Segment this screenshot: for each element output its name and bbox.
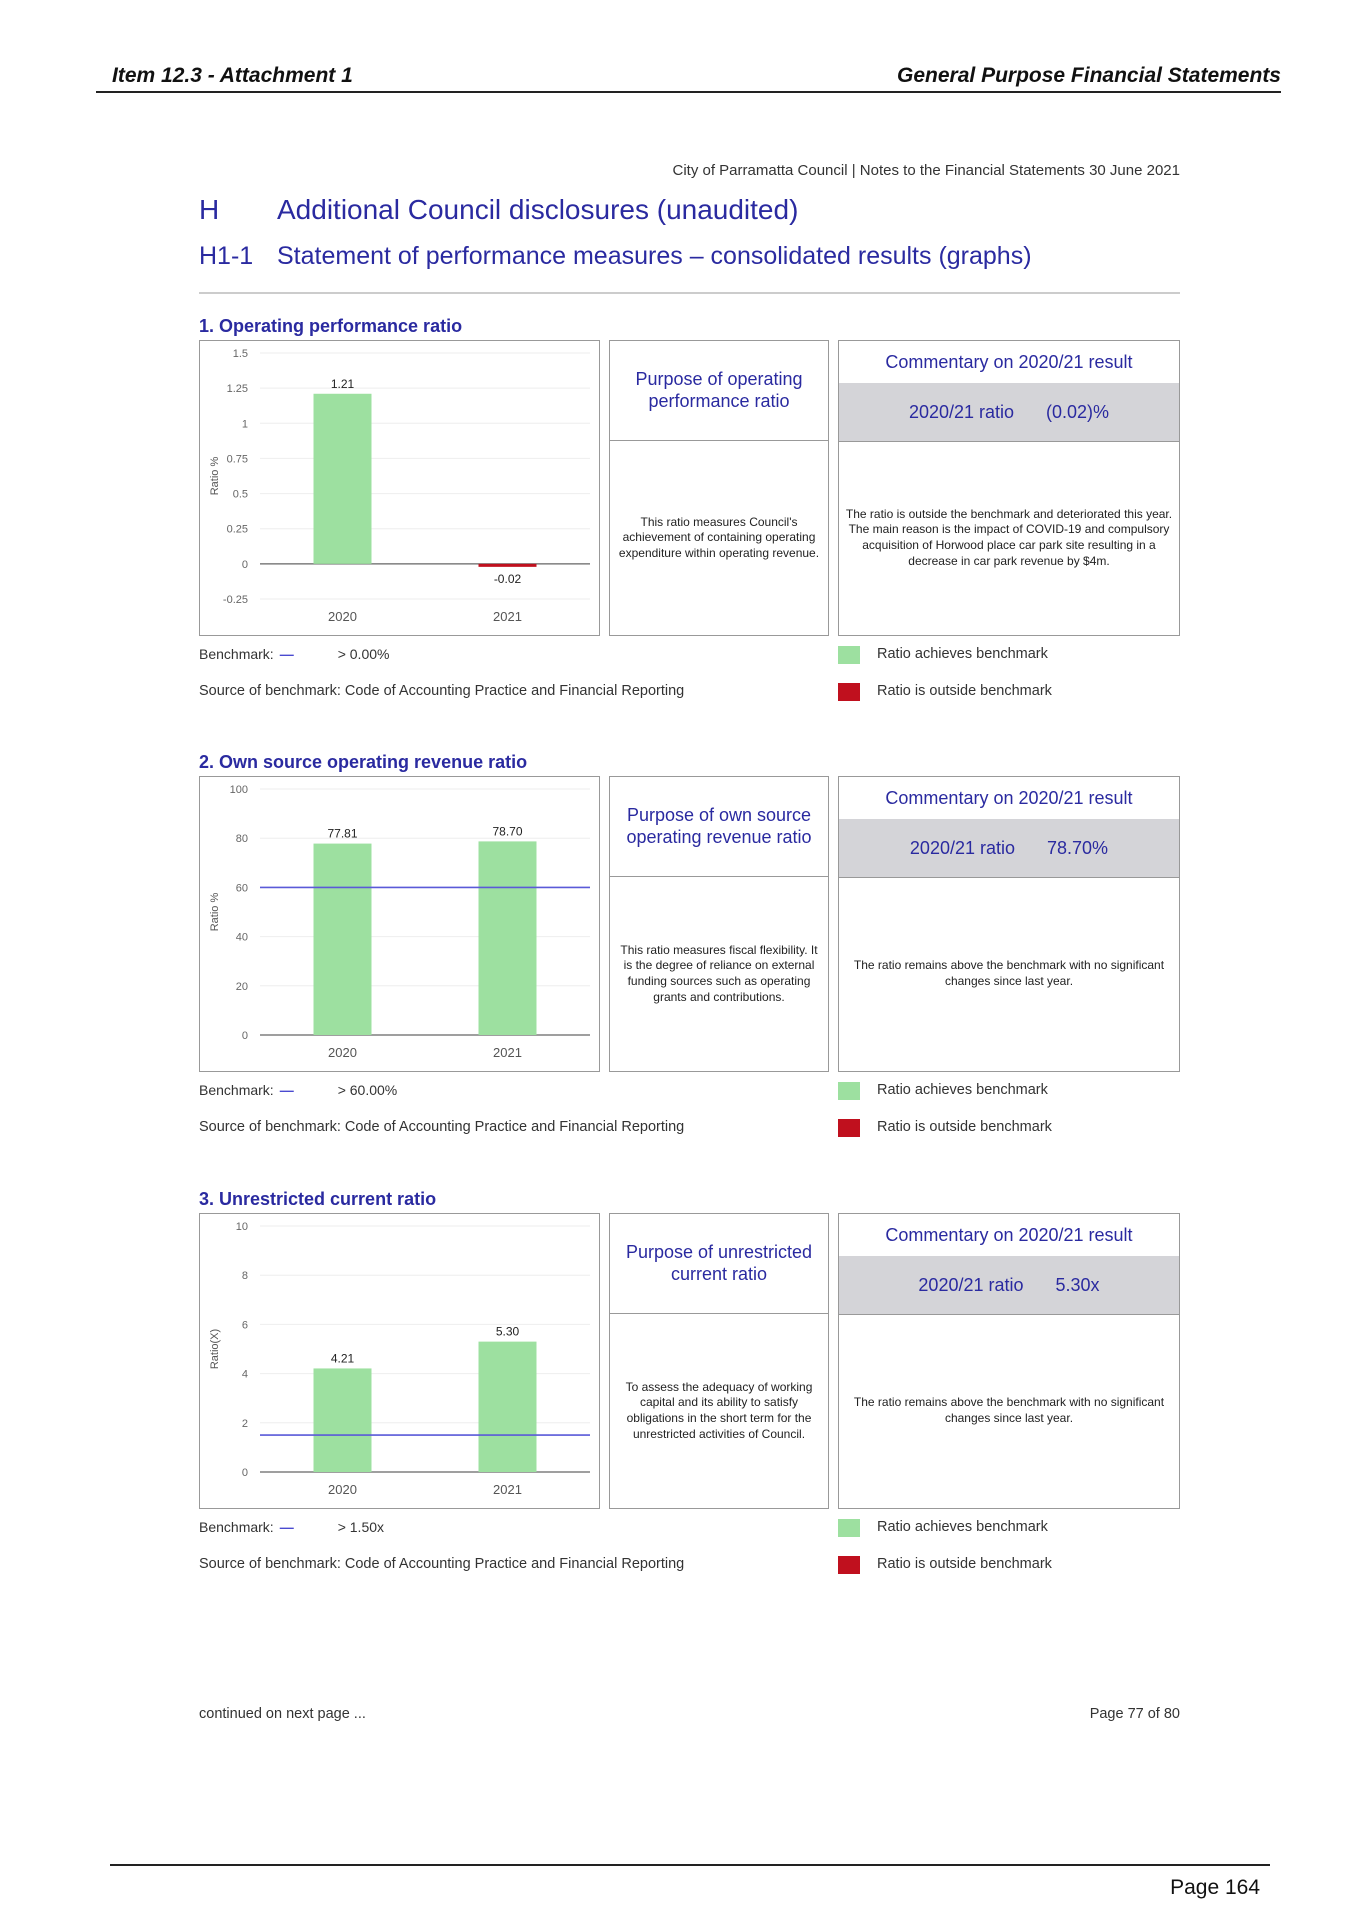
x-tick-label: 2021 bbox=[493, 1482, 522, 1497]
benchmark-value: > 60.00% bbox=[337, 1082, 398, 1098]
commentary-title: Commentary on 2020/21 result bbox=[839, 1214, 1179, 1257]
bar-value-label: 5.30 bbox=[495, 1324, 520, 1339]
bar-value-label: 78.70 bbox=[492, 824, 523, 839]
legend-achieves-swatch bbox=[838, 1082, 860, 1100]
bar-2021 bbox=[479, 564, 537, 567]
header-left: Item 12.3 - Attachment 1 bbox=[112, 64, 353, 87]
x-tick-label: 2021 bbox=[493, 1045, 522, 1060]
x-tick-label: 2020 bbox=[328, 609, 357, 624]
chart-panel bbox=[199, 340, 600, 636]
commentary-panel bbox=[838, 1213, 1180, 1509]
purpose-title: Purpose of own source operating revenue ratio bbox=[610, 777, 828, 877]
purpose-panel bbox=[609, 340, 829, 636]
page-number: Page 164 bbox=[1170, 1876, 1260, 1899]
heading-1 bbox=[199, 194, 798, 226]
heading-2-code: H1-1 bbox=[199, 242, 254, 270]
purpose-text: To assess the adequacy of working capital and its ability to satisfy obligations in the short term for the unrestricted activities of Council. bbox=[625, 1379, 813, 1441]
purpose-title: Purpose of operating performance ratio bbox=[610, 341, 828, 441]
legend-achieves-swatch bbox=[838, 646, 860, 664]
benchmark-dash-icon: — bbox=[279, 1082, 294, 1098]
benchmark-source: Source of benchmark: Code of Accounting Practice and Financial Reporting bbox=[199, 683, 685, 699]
bar-chart bbox=[200, 341, 598, 634]
section-title: 3. Unrestricted current ratio bbox=[199, 1189, 437, 1209]
y-tick-label: 0 bbox=[241, 558, 248, 571]
bar-2021 bbox=[479, 841, 537, 1035]
x-tick-label: 2020 bbox=[328, 1482, 357, 1497]
y-tick-label: 0 bbox=[241, 1030, 248, 1042]
y-tick-label: 10 bbox=[235, 1221, 248, 1233]
bar-2021 bbox=[479, 1342, 537, 1472]
legend-achieves-label: Ratio achieves benchmark bbox=[877, 1519, 1048, 1535]
benchmark-label: Benchmark: bbox=[199, 1519, 274, 1535]
legend-outside-swatch bbox=[838, 683, 860, 701]
bar-2020 bbox=[314, 1368, 372, 1472]
purpose-text: This ratio measures fiscal flexibility. It is the degree of reliance on external funding sources such as operating grants and contributions. bbox=[620, 942, 818, 1004]
y-axis-label: Ratio % bbox=[209, 456, 221, 496]
y-tick-label: 1.25 bbox=[226, 383, 248, 396]
x-tick-label: 2021 bbox=[493, 609, 522, 624]
chart-panel bbox=[199, 776, 600, 1072]
benchmark-source: Source of benchmark: Code of Accounting Practice and Financial Reporting bbox=[199, 1119, 685, 1135]
bar-value-label: 77.81 bbox=[327, 826, 358, 841]
x-tick-label: 2020 bbox=[328, 1045, 357, 1060]
bar-chart bbox=[200, 1214, 598, 1507]
benchmark-dash-icon: — bbox=[279, 1519, 294, 1535]
commentary-text: The ratio remains above the benchmark with no significant changes since last year. bbox=[853, 958, 1165, 988]
y-axis-label: Ratio(X) bbox=[209, 1328, 221, 1370]
continued-note: continued on next page ... bbox=[199, 1706, 366, 1722]
y-tick-label: 6 bbox=[241, 1319, 248, 1332]
commentary-panel bbox=[838, 776, 1180, 1072]
ratio-label: 2020/21 ratio bbox=[918, 1274, 1024, 1295]
legend-achieves-swatch bbox=[838, 1519, 860, 1537]
bar-2020 bbox=[314, 844, 372, 1035]
header-right: General Purpose Financial Statements bbox=[897, 64, 1281, 87]
purpose-panel bbox=[609, 776, 829, 1072]
legend-outside-label: Ratio is outside benchmark bbox=[877, 1556, 1052, 1572]
benchmark-value: > 0.00% bbox=[337, 646, 390, 662]
bar-value-label: -0.02 bbox=[493, 571, 522, 586]
y-tick-label: 40 bbox=[235, 931, 248, 944]
bar-chart bbox=[200, 777, 598, 1070]
header-rule bbox=[96, 91, 1281, 93]
ratio-result bbox=[839, 383, 1179, 442]
y-tick-label: 0.25 bbox=[226, 523, 248, 536]
y-tick-label: 100 bbox=[229, 784, 248, 796]
benchmark-label: Benchmark: bbox=[199, 646, 274, 662]
y-tick-label: 0.5 bbox=[232, 488, 248, 501]
section-title: 2. Own source operating revenue ratio bbox=[199, 752, 528, 772]
legend-achieves-label: Ratio achieves benchmark bbox=[877, 1082, 1048, 1098]
footer-rule bbox=[110, 1864, 1270, 1866]
commentary-title: Commentary on 2020/21 result bbox=[839, 777, 1179, 820]
y-tick-label: 2 bbox=[241, 1417, 248, 1430]
ratio-result bbox=[839, 1256, 1179, 1315]
bar-value-label: 4.21 bbox=[330, 1351, 355, 1366]
y-tick-label: 8 bbox=[241, 1270, 248, 1283]
bar-value-label: 1.21 bbox=[330, 376, 355, 391]
commentary-panel bbox=[838, 340, 1180, 636]
commentary-text: The ratio is outside the benchmark and deteriorated this year. The main reason is the impact of COVID-19 and compulsory acquisition of Horwood place car park site resulting in a decrease in car park revenue by $4m. bbox=[845, 506, 1173, 568]
ratio-result bbox=[839, 819, 1179, 878]
y-tick-label: 0 bbox=[241, 1467, 248, 1479]
legend-outside-label: Ratio is outside benchmark bbox=[877, 1119, 1052, 1135]
legend-achieves-label: Ratio achieves benchmark bbox=[877, 646, 1048, 662]
ratio-label: 2020/21 ratio bbox=[909, 837, 1016, 858]
y-tick-label: 60 bbox=[235, 882, 248, 895]
y-tick-label: 80 bbox=[235, 833, 248, 846]
ratio-label: 2020/21 ratio bbox=[908, 401, 1015, 422]
heading-2-title: Statement of performance measures – consolidated results (graphs) bbox=[277, 242, 1032, 270]
purpose-panel bbox=[609, 1213, 829, 1509]
heading-2 bbox=[199, 242, 1032, 271]
y-tick-label: 4 bbox=[241, 1368, 248, 1381]
benchmark-dash-icon: — bbox=[279, 646, 294, 662]
benchmark-line bbox=[199, 1082, 397, 1098]
purpose-title: Purpose of unrestricted current ratio bbox=[610, 1214, 828, 1314]
benchmark-line bbox=[199, 1519, 384, 1535]
legend-outside-label: Ratio is outside benchmark bbox=[877, 683, 1052, 699]
y-tick-label: -0.25 bbox=[222, 594, 248, 606]
benchmark-label: Benchmark: bbox=[199, 1082, 274, 1098]
benchmark-value: > 1.50x bbox=[337, 1519, 385, 1535]
benchmark-source: Source of benchmark: Code of Accounting Practice and Financial Reporting bbox=[199, 1556, 685, 1572]
section-title: 1. Operating performance ratio bbox=[199, 316, 463, 336]
y-tick-label: 1 bbox=[241, 418, 248, 431]
legend-outside-swatch bbox=[838, 1556, 860, 1574]
heading-1-code: H bbox=[199, 194, 220, 225]
ratio-value: (0.02)% bbox=[1046, 401, 1110, 422]
section-rule bbox=[199, 292, 1180, 294]
commentary-text: The ratio remains above the benchmark with no significant changes since last year. bbox=[853, 1395, 1165, 1425]
benchmark-line bbox=[199, 646, 389, 662]
commentary-title: Commentary on 2020/21 result bbox=[839, 341, 1179, 384]
ratio-value: 5.30x bbox=[1055, 1274, 1100, 1295]
bar-2020 bbox=[314, 394, 372, 564]
y-tick-label: 20 bbox=[235, 980, 248, 993]
purpose-text: This ratio measures Council's achievement of containing operating expenditure within operating revenue. bbox=[618, 514, 820, 560]
y-axis-label: Ratio % bbox=[209, 892, 221, 932]
heading-1-title: Additional Council disclosures (unaudited) bbox=[277, 194, 799, 225]
y-tick-label: 0.75 bbox=[226, 453, 248, 466]
chart-panel bbox=[199, 1213, 600, 1509]
ratio-value: 78.70% bbox=[1047, 837, 1109, 858]
doc-subtitle: City of Parramatta Council | Notes to the Financial Statements 30 June 2021 bbox=[672, 162, 1180, 179]
legend-outside-swatch bbox=[838, 1119, 860, 1137]
page-of-total: Page 77 of 80 bbox=[1089, 1706, 1180, 1722]
y-tick-label: 1.5 bbox=[232, 348, 248, 360]
